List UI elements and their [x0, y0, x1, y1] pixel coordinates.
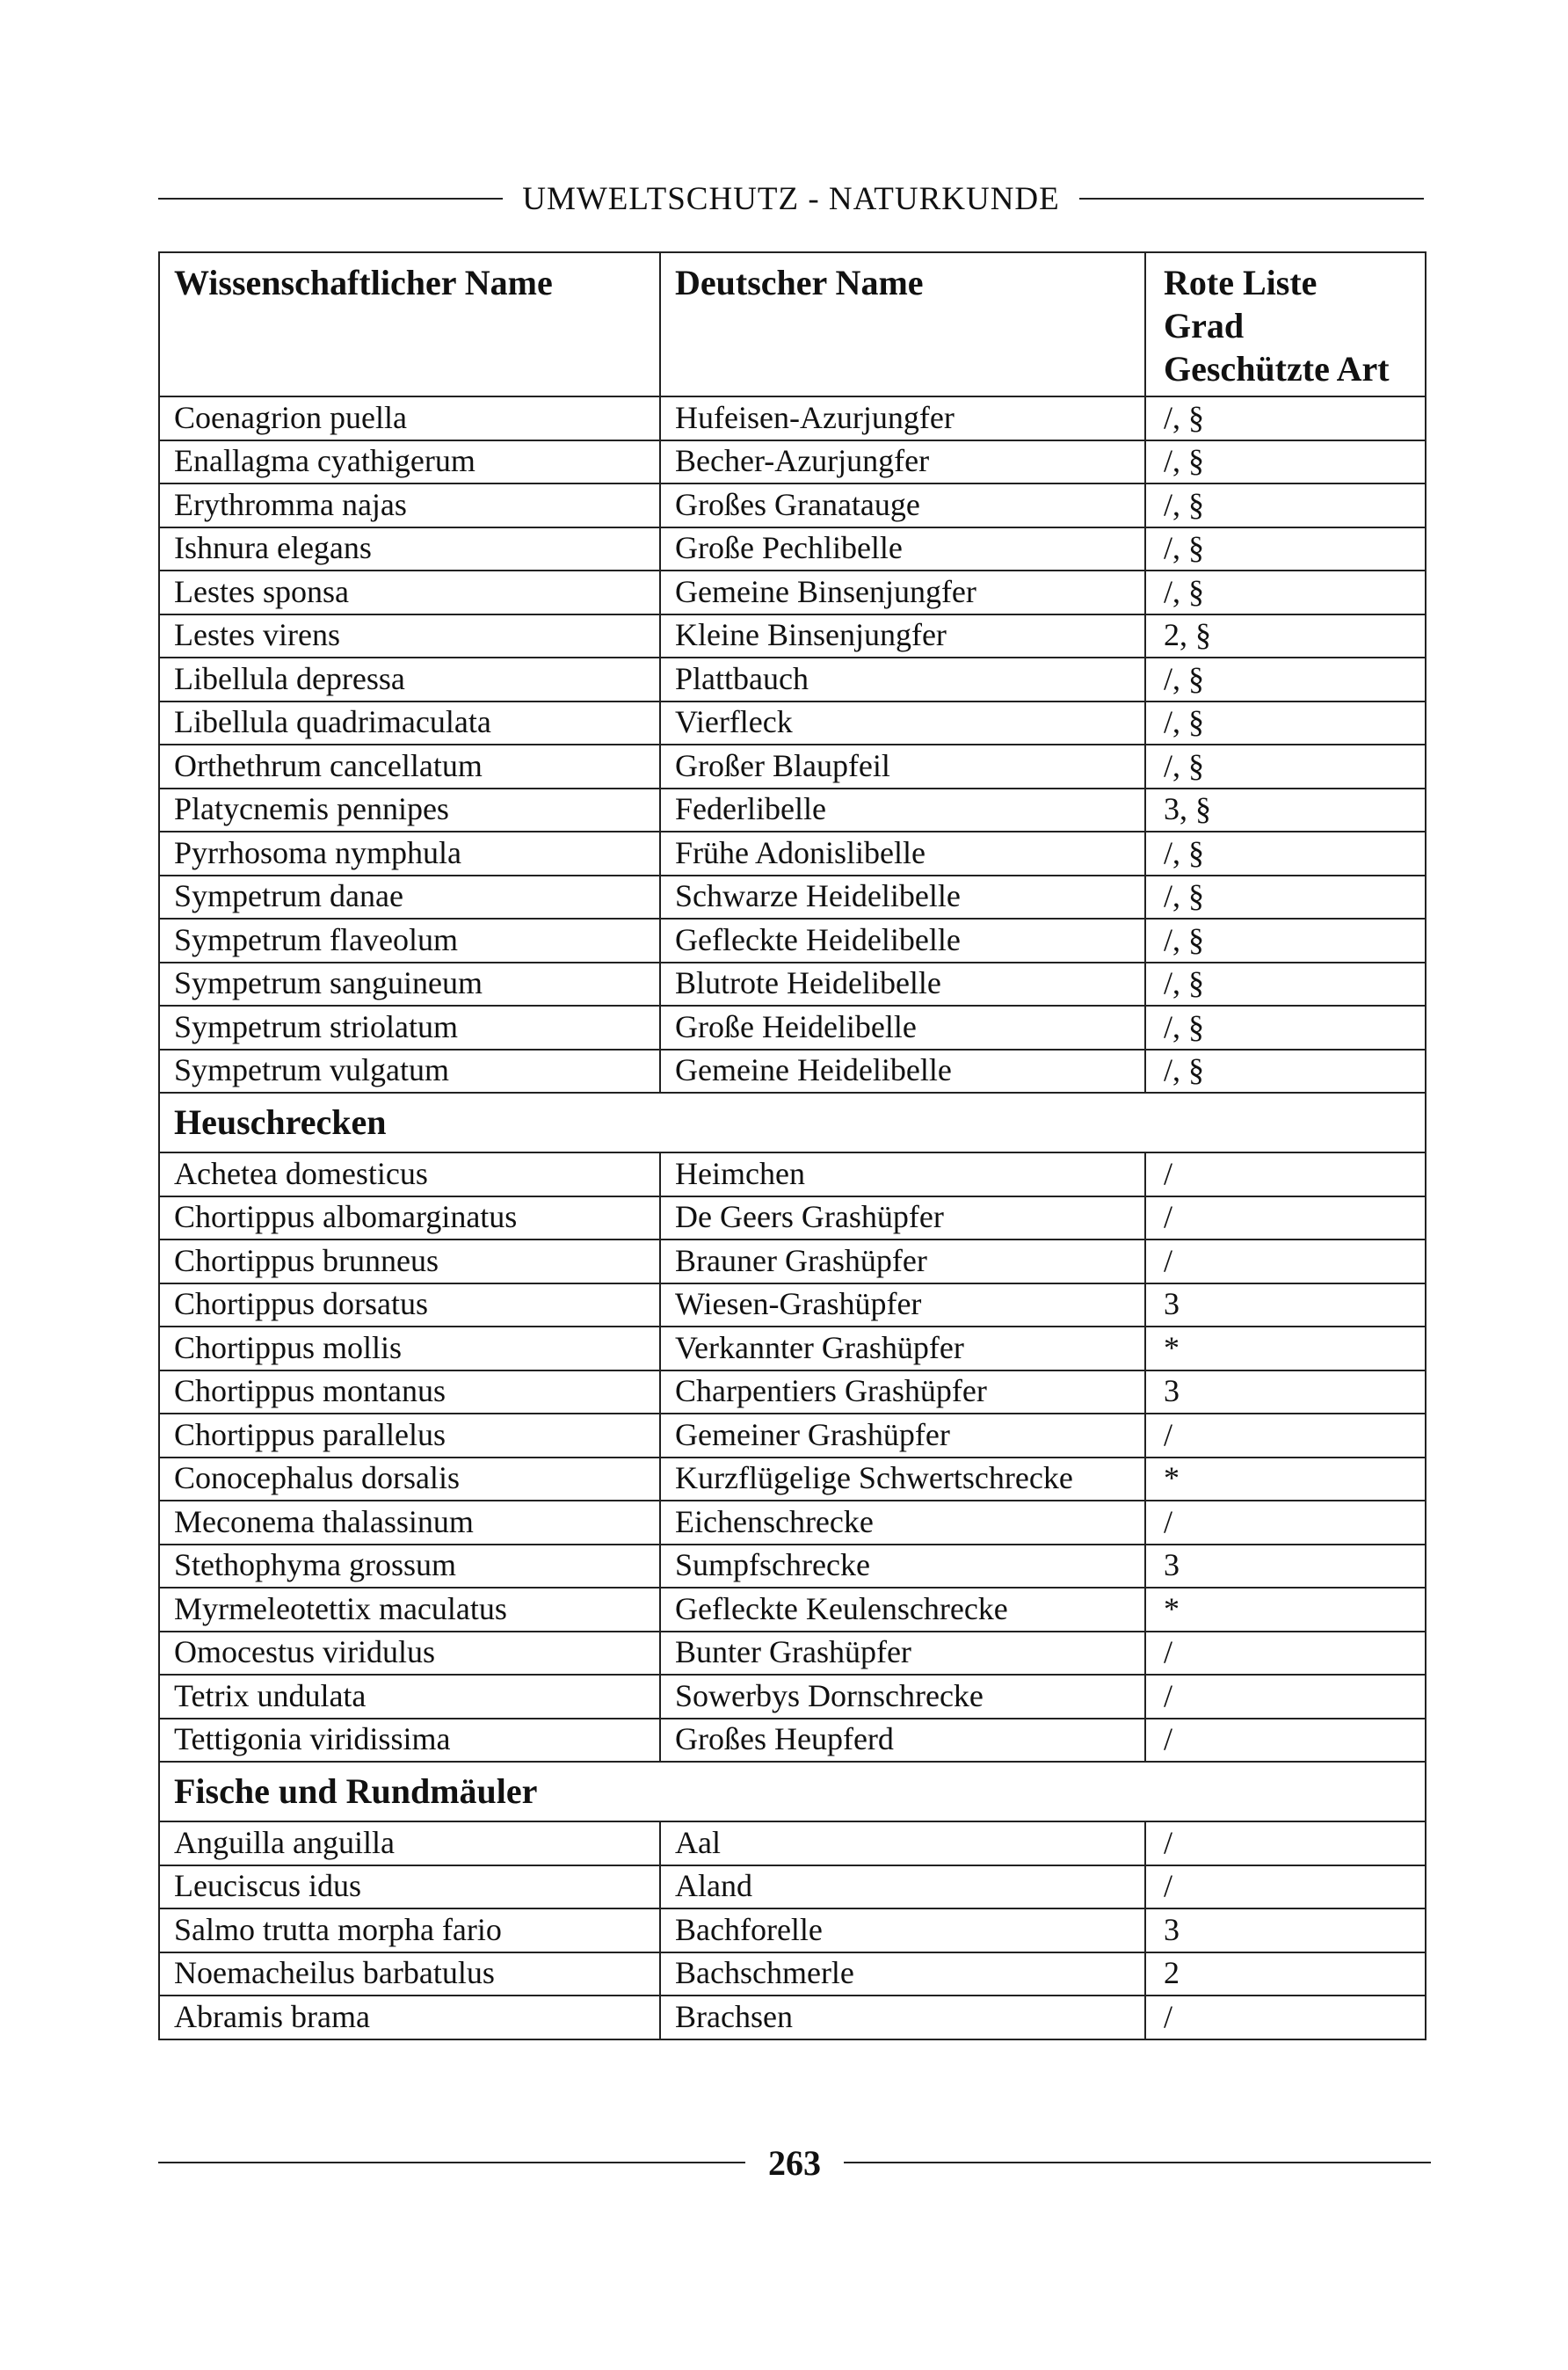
scientific-name-cell: Libellula quadrimaculata — [159, 702, 660, 745]
german-name-cell: Wiesen-Grashüpfer — [660, 1283, 1145, 1327]
red-list-cell: * — [1145, 1327, 1426, 1370]
red-list-cell: 3, § — [1145, 789, 1426, 832]
red-list-cell: /, § — [1145, 440, 1426, 484]
red-list-cell: /, § — [1145, 658, 1426, 702]
scientific-name-cell: Chortippus parallelus — [159, 1414, 660, 1458]
table-row — [159, 1675, 1426, 1719]
red-list-cell: 3 — [1145, 1283, 1426, 1327]
table-row — [159, 1865, 1426, 1909]
footer-rule-left — [158, 2162, 745, 2163]
scientific-name-cell: Sympetrum striolatum — [159, 1006, 660, 1050]
scientific-name-cell: Sympetrum vulgatum — [159, 1050, 660, 1094]
table-row — [159, 1414, 1426, 1458]
scientific-name-cell: Ishnura elegans — [159, 527, 660, 571]
section-title: Heuschrecken — [159, 1093, 1426, 1152]
german-name-cell: Gefleckte Heidelibelle — [660, 919, 1145, 963]
scientific-name-cell: Anguilla anguilla — [159, 1821, 660, 1865]
german-name-cell: Bunter Grashüpfer — [660, 1632, 1145, 1676]
column-header-red-list: Rote Liste Grad Geschützte Art — [1145, 252, 1426, 396]
german-name-cell: Plattbauch — [660, 658, 1145, 702]
scientific-name-cell: Leuciscus idus — [159, 1865, 660, 1909]
scientific-name-cell: Meconema thalassinum — [159, 1501, 660, 1545]
page-number: 263 — [768, 2142, 821, 2183]
red-list-cell: /, § — [1145, 963, 1426, 1007]
scientific-name-cell: Lestes sponsa — [159, 571, 660, 614]
red-list-cell: /, § — [1145, 396, 1426, 440]
german-name-cell: Brachsen — [660, 1996, 1145, 2039]
red-list-cell: /, § — [1145, 527, 1426, 571]
column-header-scientific-name: Wissenschaftlicher Name — [159, 252, 660, 396]
header-rule-left — [158, 198, 503, 200]
german-name-cell: Bachschmerle — [660, 1952, 1145, 1996]
red-list-cell: / — [1145, 1152, 1426, 1196]
german-name-cell: Federlibelle — [660, 789, 1145, 832]
table-row — [159, 1996, 1426, 2039]
german-name-cell: De Geers Grashüpfer — [660, 1196, 1145, 1240]
scientific-name-cell: Noemacheilus barbatulus — [159, 1952, 660, 1996]
red-list-cell: /, § — [1145, 483, 1426, 527]
table-row — [159, 702, 1426, 745]
species-table — [158, 251, 1426, 2040]
scientific-name-cell: Libellula depressa — [159, 658, 660, 702]
scientific-name-cell: Achetea domesticus — [159, 1152, 660, 1196]
german-name-cell: Brauner Grashüpfer — [660, 1240, 1145, 1283]
page-footer — [158, 2136, 1431, 2189]
scientific-name-cell: Sympetrum flaveolum — [159, 919, 660, 963]
red-list-cell: / — [1145, 1996, 1426, 2039]
table-row — [159, 440, 1426, 484]
scientific-name-cell: Conocephalus dorsalis — [159, 1458, 660, 1501]
section-title: Fische und Rundmäuler — [159, 1762, 1426, 1821]
german-name-cell: Große Heidelibelle — [660, 1006, 1145, 1050]
red-list-cell: /, § — [1145, 702, 1426, 745]
red-list-cell: / — [1145, 1501, 1426, 1545]
table-row — [159, 658, 1426, 702]
red-list-cell: / — [1145, 1240, 1426, 1283]
scientific-name-cell: Sympetrum danae — [159, 876, 660, 920]
table-row — [159, 396, 1426, 440]
german-name-cell: Bachforelle — [660, 1908, 1145, 1952]
table-row — [159, 1196, 1426, 1240]
table-row — [159, 1908, 1426, 1952]
scientific-name-cell: Salmo trutta morpha fario — [159, 1908, 660, 1952]
red-list-cell: /, § — [1145, 876, 1426, 920]
red-list-cell: / — [1145, 1719, 1426, 1763]
red-list-cell: / — [1145, 1414, 1426, 1458]
table-row — [159, 1370, 1426, 1414]
red-list-cell: / — [1145, 1675, 1426, 1719]
red-list-cell: /, § — [1145, 745, 1426, 789]
table-row — [159, 1952, 1426, 1996]
table-row — [159, 1240, 1426, 1283]
table-body — [159, 396, 1426, 2039]
table-row — [159, 1545, 1426, 1588]
red-list-cell: 2, § — [1145, 614, 1426, 658]
red-list-cell: 3 — [1145, 1370, 1426, 1414]
german-name-cell: Schwarze Heidelibelle — [660, 876, 1145, 920]
scientific-name-cell: Pyrrhosoma nymphula — [159, 832, 660, 876]
german-name-cell: Großes Granatauge — [660, 483, 1145, 527]
scientific-name-cell: Erythromma najas — [159, 483, 660, 527]
red-list-cell: /, § — [1145, 832, 1426, 876]
german-name-cell: Kurzflügelige Schwertschrecke — [660, 1458, 1145, 1501]
scientific-name-cell: Enallagma cyathigerum — [159, 440, 660, 484]
section-header-row — [159, 1093, 1426, 1152]
german-name-cell: Vierfleck — [660, 702, 1145, 745]
table-row — [159, 919, 1426, 963]
red-list-cell: /, § — [1145, 919, 1426, 963]
german-name-cell: Becher-Azurjungfer — [660, 440, 1145, 484]
table-row — [159, 1588, 1426, 1632]
table-row — [159, 1501, 1426, 1545]
table-row — [159, 1821, 1426, 1865]
german-name-cell: Gemeiner Grashüpfer — [660, 1414, 1145, 1458]
scientific-name-cell: Chortippus mollis — [159, 1327, 660, 1370]
scientific-name-cell: Abramis brama — [159, 1996, 660, 2039]
table-row — [159, 832, 1426, 876]
scientific-name-cell: Chortippus albomarginatus — [159, 1196, 660, 1240]
table-row — [159, 1050, 1426, 1094]
german-name-cell: Gefleckte Keulenschrecke — [660, 1588, 1145, 1632]
scientific-name-cell: Myrmeleotettix maculatus — [159, 1588, 660, 1632]
scientific-name-cell: Lestes virens — [159, 614, 660, 658]
german-name-cell: Großes Heupferd — [660, 1719, 1145, 1763]
scientific-name-cell: Chortippus montanus — [159, 1370, 660, 1414]
column-header-german-name: Deutscher Name — [660, 252, 1145, 396]
scientific-name-cell: Omocestus viridulus — [159, 1632, 660, 1676]
table-row — [159, 571, 1426, 614]
red-list-cell: /, § — [1145, 571, 1426, 614]
german-name-cell: Heimchen — [660, 1152, 1145, 1196]
table-row — [159, 1327, 1426, 1370]
header-rule-right — [1079, 198, 1424, 200]
table-row — [159, 1458, 1426, 1501]
red-list-cell: 2 — [1145, 1952, 1426, 1996]
scientific-name-cell: Tetrix undulata — [159, 1675, 660, 1719]
scientific-name-cell: Orthethrum cancellatum — [159, 745, 660, 789]
scientific-name-cell: Tettigonia viridissima — [159, 1719, 660, 1763]
table-row — [159, 789, 1426, 832]
scientific-name-cell: Stethophyma grossum — [159, 1545, 660, 1588]
german-name-cell: Gemeine Binsenjungfer — [660, 571, 1145, 614]
footer-rule-right — [844, 2162, 1431, 2163]
red-list-cell: / — [1145, 1632, 1426, 1676]
table-row — [159, 483, 1426, 527]
red-list-cell: * — [1145, 1458, 1426, 1501]
scientific-name-cell: Chortippus dorsatus — [159, 1283, 660, 1327]
red-list-cell: 3 — [1145, 1545, 1426, 1588]
scientific-name-cell: Sympetrum sanguineum — [159, 963, 660, 1007]
german-name-cell: Hufeisen-Azurjungfer — [660, 396, 1145, 440]
red-list-cell: / — [1145, 1821, 1426, 1865]
table-row — [159, 1283, 1426, 1327]
table-row — [159, 614, 1426, 658]
table-row — [159, 527, 1426, 571]
table-row — [159, 963, 1426, 1007]
german-name-cell: Eichenschrecke — [660, 1501, 1145, 1545]
red-list-cell: /, § — [1145, 1006, 1426, 1050]
table-header-row — [159, 252, 1426, 396]
red-list-cell: /, § — [1145, 1050, 1426, 1094]
german-name-cell: Großer Blaupfeil — [660, 745, 1145, 789]
german-name-cell: Frühe Adonislibelle — [660, 832, 1145, 876]
german-name-cell: Sumpfschrecke — [660, 1545, 1145, 1588]
german-name-cell: Blutrote Heidelibelle — [660, 963, 1145, 1007]
scientific-name-cell: Platycnemis pennipes — [159, 789, 660, 832]
section-header-row — [159, 1762, 1426, 1821]
table-row — [159, 1719, 1426, 1763]
german-name-cell: Aal — [660, 1821, 1145, 1865]
red-list-cell: 3 — [1145, 1908, 1426, 1952]
table-row — [159, 745, 1426, 789]
table-row — [159, 1632, 1426, 1676]
german-name-cell: Aland — [660, 1865, 1145, 1909]
table-row — [159, 1152, 1426, 1196]
scientific-name-cell: Chortippus brunneus — [159, 1240, 660, 1283]
german-name-cell: Verkannter Grashüpfer — [660, 1327, 1145, 1370]
red-list-cell: / — [1145, 1865, 1426, 1909]
red-list-cell: * — [1145, 1588, 1426, 1632]
header-title: UMWELTSCHUTZ - NATURKUNDE — [522, 180, 1060, 217]
german-name-cell: Sowerbys Dornschrecke — [660, 1675, 1145, 1719]
running-header — [158, 174, 1424, 223]
german-name-cell: Gemeine Heidelibelle — [660, 1050, 1145, 1094]
red-list-cell: / — [1145, 1196, 1426, 1240]
scientific-name-cell: Coenagrion puella — [159, 396, 660, 440]
german-name-cell: Kleine Binsenjungfer — [660, 614, 1145, 658]
german-name-cell: Charpentiers Grashüpfer — [660, 1370, 1145, 1414]
table-row — [159, 1006, 1426, 1050]
german-name-cell: Große Pechlibelle — [660, 527, 1145, 571]
table-row — [159, 876, 1426, 920]
